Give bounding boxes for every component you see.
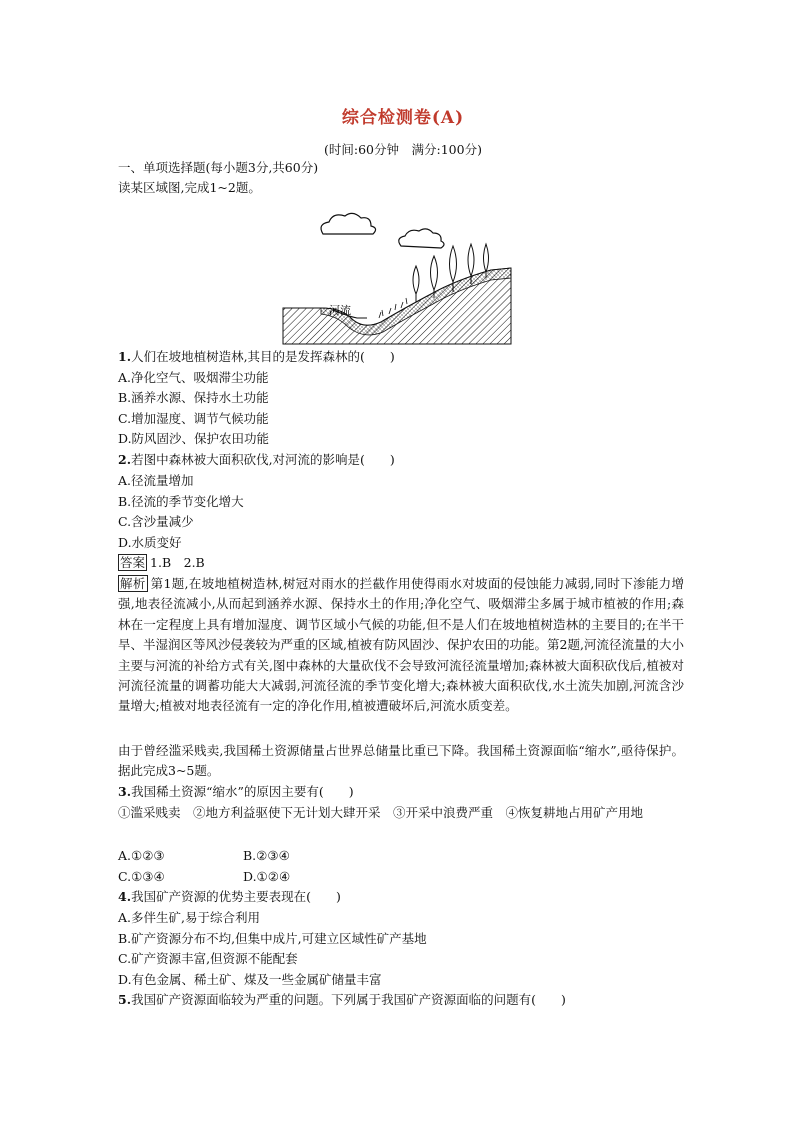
question-1: 1.人们在坡地植树造林,其目的是发挥森林的( ) (118, 349, 395, 364)
q2-option-a[interactable]: A.径流量增加 (118, 473, 194, 488)
river-label: 河流 (329, 304, 351, 317)
q1-option-a[interactable]: A.净化空气、吸烟滞尘功能 (118, 370, 269, 385)
q3-option-a[interactable]: A.①②③ (118, 848, 165, 863)
intro-text: 读某区域图,完成1~2题。 (118, 180, 261, 195)
q4-option-c[interactable]: C.矿产资源丰富,但资源不能配套 (118, 951, 298, 966)
q4-option-d[interactable]: D.有色金属、稀土矿、煤及一些金属矿储量丰富 (118, 972, 382, 987)
q2-option-b[interactable]: B.径流的季节变化增大 (118, 494, 244, 509)
q1-option-c[interactable]: C.增加湿度、调节气候功能 (118, 411, 269, 426)
question-5: 5.我国矿产资源面临较为严重的问题。下列属于我国矿产资源面临的问题有( ) (118, 992, 566, 1007)
exam-meta: (时间:60分钟 满分:100分) (324, 142, 482, 157)
section-heading: 一、单项选择题(每小题3分,共60分) (118, 160, 319, 175)
cloud-right-icon (399, 229, 444, 248)
question-3: 3.我国稀土资源“缩水”的原因主要有( ) (118, 784, 354, 799)
q4-option-b[interactable]: B.矿产资源分布不均,但集中成片,可建立区域性矿产基地 (118, 931, 427, 946)
answer-label: 答案 (120, 555, 146, 570)
q4-option-a[interactable]: A.多伴生矿,易于综合利用 (118, 910, 260, 925)
q1-option-d[interactable]: D.防风固沙、保护农田功能 (118, 431, 270, 446)
q3-option-d[interactable]: D.①②④ (243, 869, 291, 884)
intro-3-5: 由于曾经滥采贱卖,我国稀土资源储量占世界总储量比重已下降。我国稀土资源面临“缩水”,亟待保护。据此完成3~5题。 (118, 743, 684, 779)
cloud-left-icon (321, 213, 376, 234)
q3-items: ①滥采贱卖 ②地方利益驱使下无计划大肆开采 ③开采中浪费严重 ④恢复耕地占用矿产用地 (118, 805, 644, 820)
q3-option-c[interactable]: C.①③④ (118, 869, 165, 884)
analysis-label: 解析 (120, 576, 146, 591)
question-4: 4.我国矿产资源的优势主要表现在( ) (118, 889, 341, 904)
river-slope-figure (281, 206, 513, 346)
q1-option-b[interactable]: B.涵养水源、保持水土功能 (118, 390, 269, 405)
q3-options-row1 (118, 848, 290, 864)
q2-option-c[interactable]: C.含沙量减少 (118, 514, 194, 529)
question-2: 2.若图中森林被大面积砍伐,对河流的影响是( ) (118, 452, 395, 467)
analysis-paragraph: 解析 第1题,在坡地植树造林,树冠对雨水的拦截作用使得雨水对坡面的侵蚀能力减弱,同时下渗能力增强,地表径流减小,从而起到涵养水源、保持水土的作用;净化空气、吸烟滞尘多属于城市植被的作用;森林在一定程度上具有增加湿度、调节区域小气候的功能,但不是人们在坡地植树造林的主要目的;在半干旱、半湿润区等风沙侵袭较为严重的区域,植被有防风固沙、保护农田的功能。第2题,河流径流量的大小主要与河流的补给方式有关,图中森林的大量砍伐不会导致河流径流量增加;森林被大面积砍伐后,植被对河流径流量的调蓄功能大大减弱,河流径流的季节变化增大;森林被大面积砍伐,水土流失加剧,河流含沙量增大;植被对地表径流有一定的净化作用,植被遭破坏后,河流水质变差。 (118, 576, 684, 714)
answer-line: 答案 1.B 2.B (120, 555, 205, 570)
q3-option-b[interactable]: B.②③④ (243, 848, 290, 863)
q2-option-d[interactable]: D.水质变好 (118, 535, 182, 550)
q3-options-row2 (118, 869, 290, 885)
page-title: 综合检测卷(A) (341, 108, 465, 128)
